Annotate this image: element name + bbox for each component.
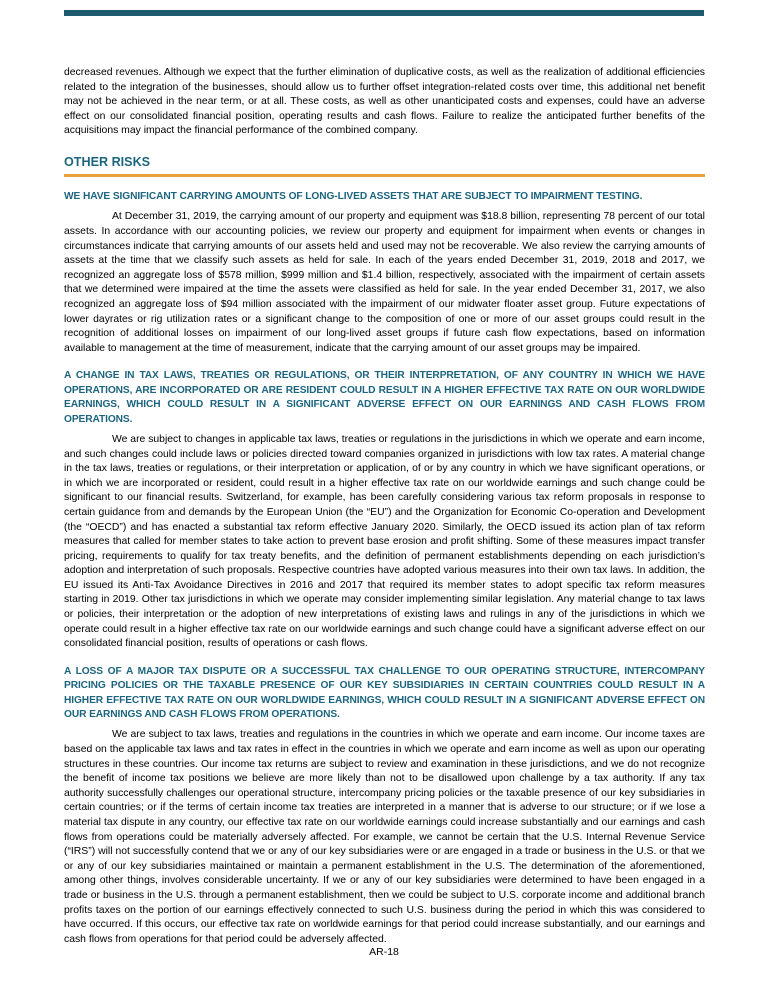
section-title-other-risks: OTHER RISKS — [64, 154, 151, 169]
page-top-rule — [64, 10, 704, 16]
risk-heading-impairment: WE HAVE SIGNIFICANT CARRYING AMOUNTS OF LONG-LIVED ASSETS THAT ARE SUBJECT TO IMPAIRMENT TESTING. — [64, 190, 643, 202]
intro-paragraph: decreased revenues. Although we expect that the further elimination of duplicative costs, as well as the realization of additional efficiencies related to the integration of the businesses, should allow us to further offset integration-related costs over time, this additional net benefit may not be achieved in the near term, or at all. These costs, as well as other unanticipated costs and expenses, could have an adverse effect on our consolidated financial position, operating results and cash flows. Failure to realize the anticipated further benefits of the acquisitions may impact the financial performance of the combined company. — [64, 67, 705, 137]
risk-heading-tax-dispute: A LOSS OF A MAJOR TAX DISPUTE OR A SUCCESSFUL TAX CHALLENGE TO OUR OPERATING STRUCTURE, INTERCOMPANY PRICING POLICIES OR THE TAXABLE PRESENCE OF OUR KEY SUBSIDIARIES IN CERTAIN COUNTRIES COULD RESULT IN A HIGHER EFFECTIVE TAX RATE ON OUR WORLDWIDE EARNINGS, WHICH COULD RESULT IN A SIGNIFICANT ADVERSE EFFECT ON OUR EARNINGS AND CASH FLOWS FROM OPERATIONS. — [64, 665, 705, 721]
risk-paragraph-tax-dispute: We are subject to tax laws, treaties and regulations in the countries in which we operate and earn income. Our income taxes are based on the applicable tax laws and tax rates in effect in the countries in which we operate and earn income as well as upon our operating structures in these countries. Our income tax returns are subject to review and examination in these jurisdictions, and we do not recognize the benefit of income tax positions we believe are more likely than not to be disallowed upon challenge by a tax authority. If any tax authority successfully challenges our operational structure, intercompany pricing policies or the taxable presence of our key subsidiaries in certain countries; or if the terms of certain income tax treaties are interpreted in a manner that is adverse to our structure; or if we lose a material tax dispute in any country, our effective tax rate on our worldwide earnings could increase substantially and our earnings and cash flows from operations could be materially adversely affected. For example, we cannot be certain that the U.S. Internal Revenue Service (“IRS”) will not successfully contend that we or any of our key subsidiaries were or are engaged in a trade or business in the U.S. or that we or any of our key subsidiaries maintained or maintain a permanent establishment in the U.S. The determination of the aforementioned, among other things, involves considerable uncertainty. If we or any of our key subsidiaries were determined to have been engaged in a trade or business in the U.S. through a permanent establishment, then we could be subject to U.S. corporate income and additional branch profits taxes on the portion of our earnings effectively connected to such U.S. business during the period in which this was considered to have occurred. If this occurs, our effective tax rate on worldwide earnings for that period could increase substantially, and our earnings and cash flows from operations for that period could be adversely affected. — [64, 729, 705, 945]
page-content — [64, 66, 705, 957]
section-divider-rule — [64, 174, 705, 177]
risk-paragraph-impairment: At December 31, 2019, the carrying amount of our property and equipment was $18.8 billion, representing 78 percent of our total assets. In accordance with our accounting policies, we review our property and equipment for impairment when events or changes in circumstances indicate that carrying amounts of our assets held and used may not be recoverable. We also review the carrying amounts of assets at the time that we classify such assets as held for sale. In each of the years ended December 31, 2019, 2018 and 2017, we recognized an aggregate loss of $578 million, $999 million and $1.4 billion, respectively, associated with the impairment of certain assets that we determined were impaired at the time the assets were classified as held for sale. In the year ended December 31, 2017, we also recognized an aggregate loss of $94 million associated with the impairment of our midwater floater asset group. Future expectations of lower dayrates or rig utilization rates or a significant change to the composition of one or more of our asset groups could result in the recognition of additional losses on impairment of our long-lived asset groups if future cash flow expectations, based on information available to management at the time of measurement, indicate that the carrying amount of our asset groups may be impaired. — [64, 211, 705, 354]
risk-heading-tax-law-change: A CHANGE IN TAX LAWS, TREATIES OR REGULATIONS, OR THEIR INTERPRETATION, OF ANY COUNTRY IN WHICH WE HAVE OPERATIONS, ARE INCORPORATED OR ARE RESIDENT COULD RESULT IN A HIGHER EFFECTIVE TAX RATE ON OUR WORLDWIDE EARNINGS, WHICH COULD RESULT IN A SIGNIFICANT ADVERSE EFFECT ON OUR EARNINGS AND CASH FLOWS FROM OPERATIONS. — [64, 370, 705, 425]
page-number: AR-18 — [369, 946, 399, 958]
risk-paragraph-tax-law-change: We are subject to changes in applicable tax laws, treaties or regulations in the jurisdictions in which we operate and earn income, and such changes could include laws or policies directed toward companies organized in jurisdictions with low tax rates. A material change in the tax laws, treaties or regulations, or their interpretation or application, of or by any country in which we have significant operations, or in which we are incorporated or resident, could result in a higher effective tax rate on our worldwide earnings and such change could be significant to our financial results. Switzerland, for example, has been carefully considering various tax reform proposals in response to certain guidance from and demands by the European Union (the “EU”) and the Organization for Economic Co-operation and Development (the “OECD”) and has enacted a substantial tax reform effective January 2020. Similarly, the OECD issued its action plan of tax reform measures that called for member states to take action to prevent base erosion and profit shifting. Some of these measures impact transfer pricing, requirements to qualify for tax treaty benefits, and the definition of permanent establishments depending on each jurisdiction’s adoption and interpretation of such proposals. Respective countries have adopted various measures into their own tax laws. In addition, the EU issued its Anti-Tax Avoidance Directives in 2016 and 2017 that required its member states to adopt specific tax reform measures starting in 2019. Other tax jurisdictions in which we operate may consider implementing similar legislation. Any material change to tax laws or policies, their interpretation or the adoption of new interpretations of existing laws and rulings in any of the jurisdictions in which we operate could result in a higher effective tax rate on our worldwide earnings and such change could have a significant adverse effect on our consolidated financial position, results of operations or cash flows. — [64, 433, 705, 650]
